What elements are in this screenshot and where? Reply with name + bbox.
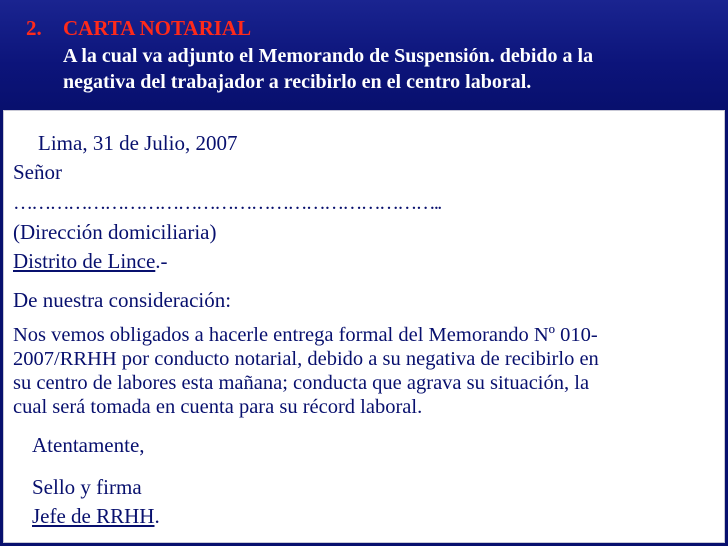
position-suffix: . [154,504,160,528]
letter-body-line-2: 2007/RRHH por conducto notarial, debido a su negativa de recibirlo en [13,348,599,370]
slide-header [0,0,728,108]
letter-body-line-1: Nos vemos obligados a hacerle entrega formal del Memorando Nº 010- [13,324,598,346]
header-subtitle-line-2: negativa del trabajador a recibirlo en el centro laboral. [63,71,532,93]
header-number: 2. [26,16,42,40]
district-name: Distrito de Lince [13,249,156,273]
letter-body-line-3: su centro de labores esta mañana; conducta que agrava su situación, la [13,372,590,394]
letter-position [32,504,160,528]
letter-date: Lima, 31 de Julio, 2007 [38,131,238,155]
letter-signature: Sello y firma [32,475,142,499]
letter-dotted-line: …………………………………………………………….. [13,192,441,214]
letter-closing: Atentamente, [32,433,145,457]
letter-body-line-4: cual será tomada en cuenta para su récord laboral. [13,396,423,418]
letter-district [13,249,168,273]
header-title-text: CARTA NOTARIAL [63,16,252,40]
header-subtitle-line-1: A la cual va adjunto el Memorando de Suspensión. debido a la [63,45,594,67]
district-suffix: .- [155,249,168,273]
letter-greeting: De nuestra consideración: [13,288,232,312]
letter-panel [3,110,725,543]
letter-salutation: Señor [13,160,62,184]
header-title [26,16,251,40]
position-title: Jefe de RRHH [32,504,155,528]
letter-address: (Dirección domiciliaria) [13,220,217,244]
